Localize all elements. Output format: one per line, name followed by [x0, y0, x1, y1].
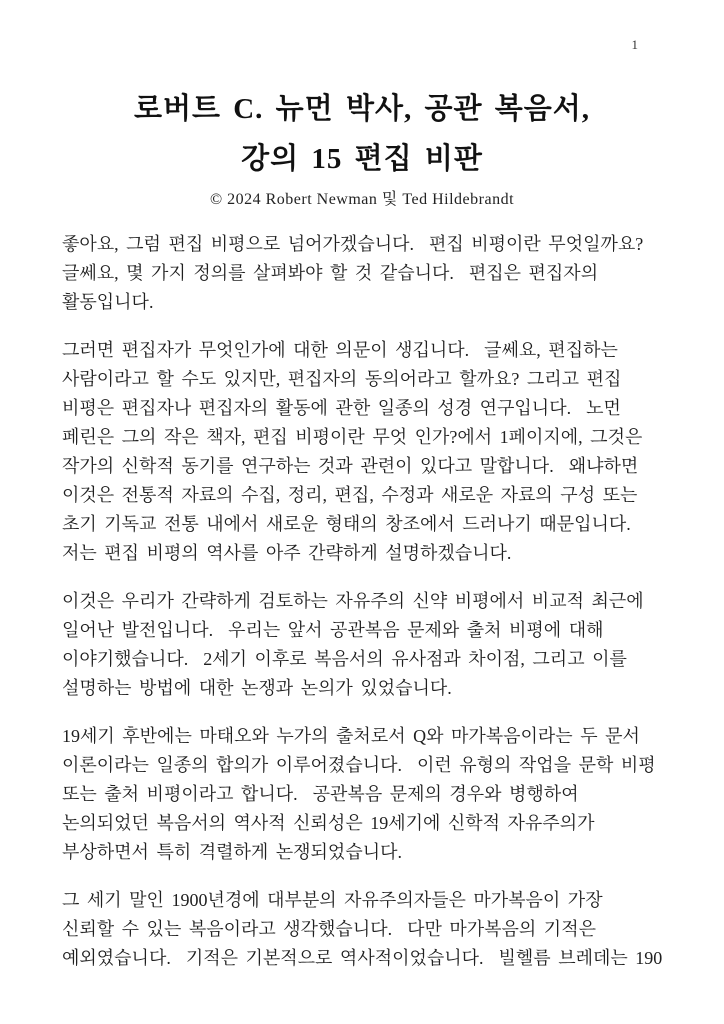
body-paragraph — [62, 886, 666, 973]
page-number: 1 — [631, 37, 638, 52]
body-paragraph — [62, 587, 666, 703]
title-line-2: 강의 15 편집 비판 — [241, 143, 483, 175]
text-line: 이론이라는 일종의 합의가 이루어졌습니다. 이런 유형의 작업을 문학 비평 — [62, 755, 656, 775]
body-paragraph — [62, 722, 666, 867]
text-line: 좋아요, 그럼 편집 비평으로 넘어가겠습니다. 편집 비평이란 무엇일까요? — [62, 234, 644, 254]
body-paragraph — [62, 230, 666, 317]
text-line: 19세기 후반에는 마태오와 누가의 출처로서 Q와 마가복음이라는 두 문서 — [62, 726, 640, 746]
document-title — [0, 84, 724, 184]
text-line: 저는 편집 비평의 역사를 아주 간략하게 설명하겠습니다. — [62, 543, 512, 563]
text-line: 사람이라고 할 수도 있지만, 편집자의 동의어라고 할까요? 그리고 편집 — [62, 369, 622, 389]
text-line: 부상하면서 특히 격렬하게 논쟁되었습니다. — [62, 842, 402, 862]
text-line: 그러면 편집자가 무엇인가에 대한 의문이 생깁니다. 글쎄요, 편집하는 — [62, 340, 618, 360]
text-line: 작가의 신학적 동기를 연구하는 것과 관련이 있다고 말합니다. 왜냐하면 — [62, 456, 639, 476]
text-line: 예외였습니다. 기적은 기본적으로 역사적이었습니다. 빌헬름 브레데는 190 — [62, 948, 663, 968]
text-line: 논의되었던 복음서의 역사적 신뢰성은 19세기에 신학적 자유주의가 — [62, 813, 595, 833]
title-line-1: 로버트 C. 뉴먼 박사, 공관 복음서, — [133, 93, 591, 125]
text-line: 이것은 전통적 자료의 수집, 정리, 편집, 수정과 새로운 자료의 구성 또는 — [62, 485, 638, 505]
text-line: 그 세기 말인 1900년경에 대부분의 자유주의자들은 마가복음이 가장 — [62, 890, 603, 910]
text-line: 또는 출처 비평이라고 합니다. 공관복음 문제의 경우와 병행하여 — [62, 784, 579, 804]
text-line: 초기 기독교 전통 내에서 새로운 형태의 창조에서 드러나기 때문입니다. — [62, 514, 631, 534]
text-line: 이것은 우리가 간략하게 검토하는 자유주의 신약 비평에서 비교적 최근에 — [62, 591, 644, 611]
text-line: 페린은 그의 작은 책자, 편집 비평이란 무엇 인가?에서 1페이지에, 그것은 — [62, 427, 643, 447]
text-line: 일어난 발전입니다. 우리는 앞서 공관복음 문제와 출처 비평에 대해 — [62, 620, 604, 640]
text-line: 글쎄요, 몇 가지 정의를 살펴봐야 할 것 같습니다. 편집은 편집자의 — [62, 263, 599, 283]
body-paragraph — [62, 336, 666, 568]
text-line: 이야기했습니다. 2세기 이후로 복음서의 유사점과 차이점, 그리고 이를 — [62, 649, 627, 669]
text-line: 설명하는 방법에 대한 논쟁과 논의가 있었습니다. — [62, 678, 452, 698]
text-line: 활동입니다. — [62, 292, 154, 312]
text-line: 비평은 편집자나 편집자의 활동에 관한 일종의 성경 연구입니다. 노먼 — [62, 398, 621, 418]
text-line: 신뢰할 수 있는 복음이라고 생각했습니다. 다만 마가복음의 기적은 — [62, 919, 596, 939]
document-body — [0, 230, 724, 973]
copyright-line: © 2024 Robert Newman 및 Ted Hildebrandt — [209, 191, 515, 208]
